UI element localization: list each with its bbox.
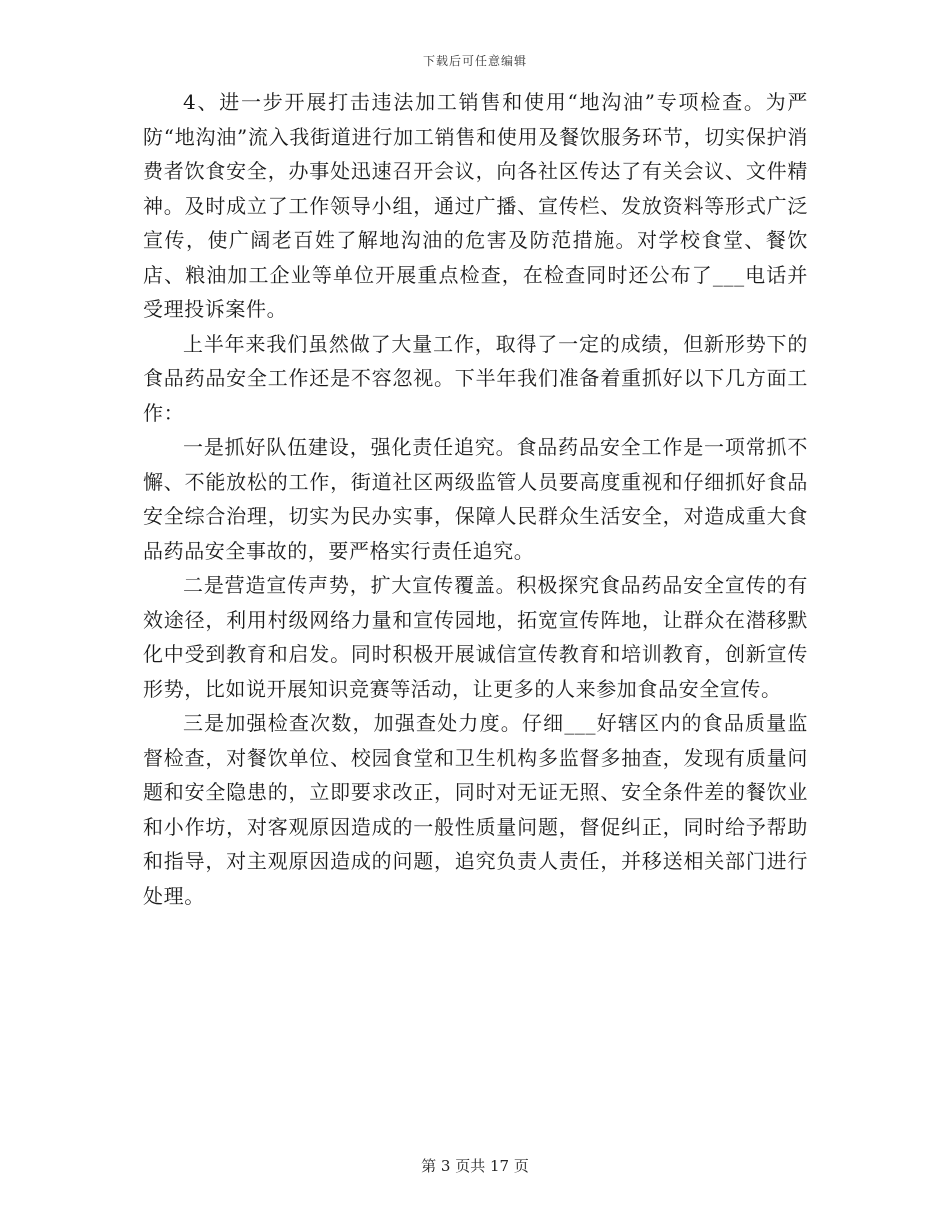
document-body [143, 85, 808, 913]
paragraph-gutter-oil-inspection: 4、进一步开展打击违法加工销售和使用“地沟油”专项检查。为严防“地沟油”流入我街道进行加工销售和使用及餐饮服务环节，切实保护消费者饮食安全，办事处迅速召开会议，向各社区传达了有关会议、文件精神。及时成立了工作领导小组，通过广播、宣传栏、发放资料等形式广泛宣传，使广阔老百姓了解地沟油的危害及防范措施。对学校食堂、餐饮店、粮油加工企业等单位开展重点检查，在检查同时还公布了___电话并受理投诉案件。 [143, 90, 808, 321]
paragraph-publicity: 二是营造宣传声势，扩大宣传覆盖。积极探究食品药品安全宣传的有效途径，利用村级网络力量和宣传园地，拓宽宣传阵地，让群众在潜移默化中受到教育和启发。同时积极开展诚信宣传教育和培训教育，创新宣传形势，比如说开展知识竞赛等活动，让更多的人来参加食品安全宣传。 [143, 573, 808, 701]
paragraph-half-year-summary: 上半年来我们虽然做了大量工作，取得了一定的成绩，但新形势下的食品药品安全工作还是不容忽视。下半年我们准备着重抓好以下几方面工作： [143, 331, 808, 425]
page-header-note: 下载后可任意编辑 [422, 54, 527, 68]
paragraph-inspection: 三是加强检查次数，加强查处力度。仔细___好辖区内的食品质量监督检查，对餐饮单位、校园食堂和卫生机构多监督多抽查，发现有质量问题和安全隐患的，立即要求改正，同时对无证无照、安全条件差的餐饮业和小作坊，对客观原因造成的一般性质量问题，督促纠正，同时给予帮助和指导，对主观原因造成的问题，追究负责人责任，并移送相关部门进行处理。 [143, 711, 808, 908]
paragraph-team-building: 一是抓好队伍建设，强化责任追究。食品药品安全工作是一项常抓不懈、不能放松的工作，街道社区两级监管人员要高度重视和仔细抓好食品安全综合治理，切实为民办实事，保障人民群众生活安全，对造成重大食品药品安全事故的，要严格实行责任追究。 [143, 435, 808, 563]
page-number: 第 3 页共 17 页 [421, 1157, 529, 1175]
